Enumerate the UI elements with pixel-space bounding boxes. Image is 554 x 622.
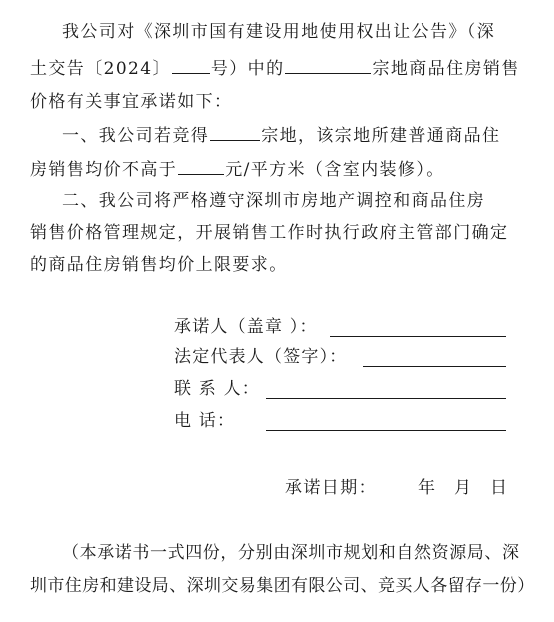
date-day: 日 <box>490 478 509 498</box>
won-parcel-blank <box>210 124 260 141</box>
clause-2-line-3: 的商品住房销售均价上限要求。 <box>30 255 288 275</box>
intro-line-3: 价格有关事宜承诺如下： <box>30 92 233 112</box>
contact-line <box>266 398 506 399</box>
phone-line <box>266 430 506 431</box>
announcement-number-blank <box>172 57 210 74</box>
clause-1-line-2 <box>30 158 445 181</box>
date-month: 月 <box>454 478 473 498</box>
intro-announcement-number: 土交告〔2024〕 <box>30 59 171 79</box>
clause-1-unit-text: 元/平方米（含室内装修）。 <box>225 160 445 180</box>
promisor-label: 承诺人（盖章 ）： <box>174 317 318 337</box>
price-blank <box>178 158 224 175</box>
clause-2-line-2: 销售价格管理规定，开展销售工作时执行政府主管部门确定 <box>30 223 509 243</box>
note-line-2: 圳市住房和建设局、深圳交易集团有限公司、竞买人各留存一份） <box>30 576 535 596</box>
intro-housing-text: 宗地商品住房销售 <box>372 59 520 79</box>
clause-2-line-1: 二、我公司将严格遵守深圳市房地产调控和商品住房 <box>62 191 486 211</box>
intro-line-2 <box>30 57 520 80</box>
legal-rep-line <box>363 366 506 367</box>
date-label: 承诺日期： <box>285 478 377 498</box>
intro-line-1: 我公司对《深圳市国有建设用地使用权出让公告》（深 <box>62 22 496 42</box>
intro-parcel-text: 号）中的 <box>210 59 285 79</box>
clause-1-win-text: 一、我公司若竞得 <box>62 126 210 146</box>
contact-label: 联 系 人： <box>174 379 261 399</box>
clause-1-parcel-text: 宗地，该宗地所建普通商品住 <box>261 126 501 146</box>
note-line-1: （本承诺书一式四份，分别由深圳市规划和自然资源局、深 <box>62 543 520 563</box>
clause-1-line-1 <box>62 124 500 147</box>
date-year: 年 <box>418 478 437 498</box>
legal-rep-label: 法定代表人（签字）： <box>174 347 348 367</box>
promisor-line <box>330 336 506 337</box>
parcel-name-blank <box>285 57 371 74</box>
clause-1-price-text: 房销售均价不高于 <box>30 160 178 180</box>
phone-label: 电 话： <box>174 411 236 431</box>
